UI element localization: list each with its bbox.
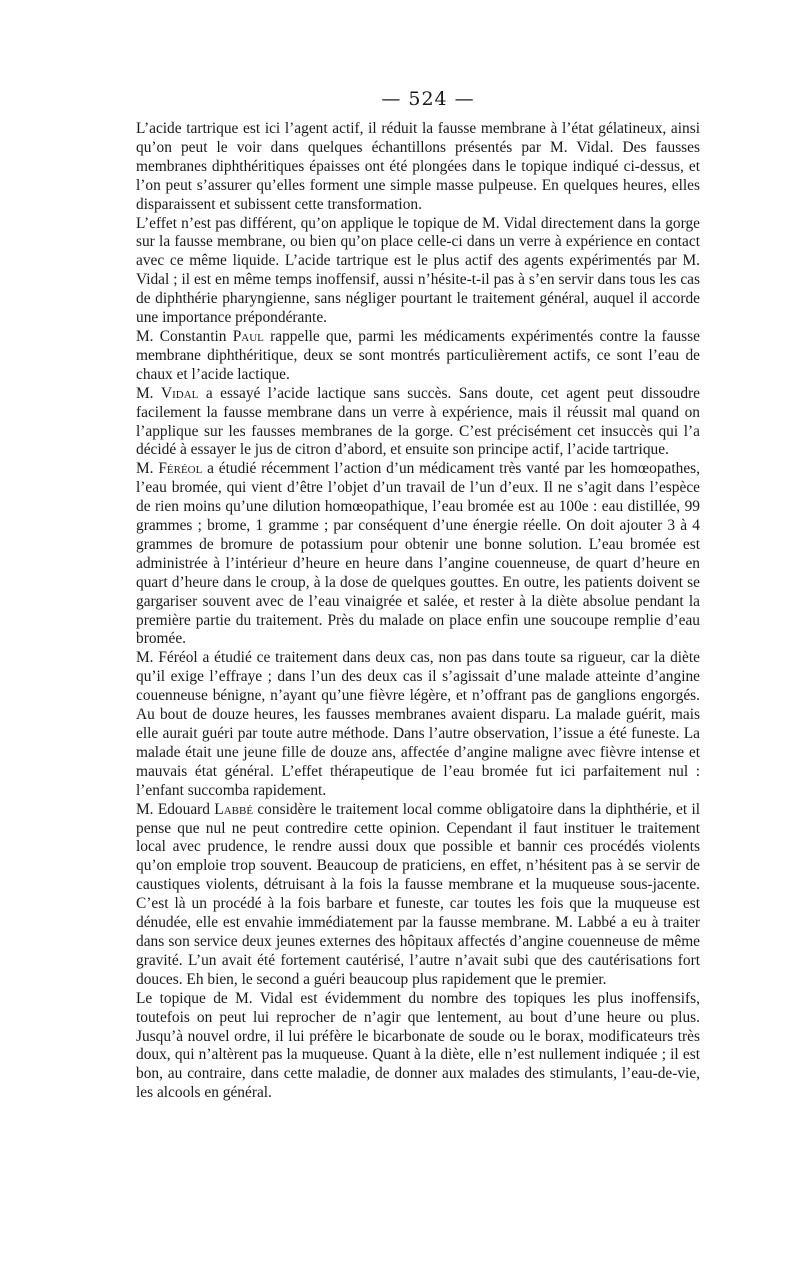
paragraph-4 — [136, 385, 700, 461]
paragraph-lead: M. — [136, 384, 162, 402]
paragraph-text: M. Féréol a étudié ce traitement dans deux cas, non pas dans toute sa rigueur, car la diète qu’il exige l’effraye ; dans l’un des deux cas il s’agissait d’une malade atteinte d’angine couenneuse bénigne, n’ayant qu’une fièvre légère, et n’offrant pas de ganglions engorgés. Au bout de douze heures, les fausses membranes avaient disparu. La malade guérit, mais elle aurait guéri par toute autre méthode. Dans l’autre observation, l’issue a été funeste. La malade était une jeune fille de douze ans, affectée d’angine maligne avec fièvre intense et mauvais état général. L’effet thérapeutique de l’eau bromée fut ici parfaitement nul : l’enfant succomba rapidement. — [136, 649, 700, 799]
speaker-name: Paul — [232, 327, 264, 345]
speaker-name: Vidal — [161, 384, 199, 402]
paragraph-text: a essayé l’acide lactique sans succès. Sans doute, cet agent peut dissoudre facilement la fausse membrane dans un verre à expérience, mais il réussit mal quand on l’applique sur les fausses membranes de la gorge. C’est précisément cet insuccès qui l’a décidé à essayer le jus de citron d’abord, et ensuite son principe actif, l’acide tartrique. — [136, 384, 700, 459]
paragraph-7 — [136, 801, 700, 990]
paragraph-text: L’acide tartrique est ici l’agent actif, il réduit la fausse membrane à l’état gélatineux, ainsi qu’on peut le voir dans quelques échantillons présentés par M. Vidal. Des fausses membranes diphthéritiques épaisses ont été plongées dans le topique indiqué ci-dessus, et l’on peut s’assurer qu’elles forment une simple masse pulpeuse. En quelques heures, elles disparaissent et subissent cette transformation. — [136, 120, 700, 213]
page-number: — 524 — — [381, 88, 475, 110]
paragraph-2 — [136, 215, 700, 328]
paragraph-8 — [136, 990, 700, 1103]
speaker-name: Féréol — [158, 460, 203, 478]
paragraph-lead: M. Edouard — [136, 800, 215, 818]
paragraph-1 — [136, 120, 700, 215]
paragraph-text: a étudié récemment l’action d’un médicament très vanté par les homœopathes, l’eau bromée, qui vient d’être l’objet d’un travail de l’un d’eux. Il ne s’agit dans l’espèce de rien moins qu’une dilution homœopathique, l’eau bromée est au 100e : eau distillée, 99 grammes ; brome, 1 gramme ; par conséquent d’une énergie réelle. On doit ajouter 3 à 4 grammes de bromure de potassium pour obtenir une bonne solution. L’eau bromée est administrée à l’intérieur d’heure en heure dans l’angine couenneuse, de quart d’heure en quart d’heure dans le croup, à la dose de quelques gouttes. En outre, les patients doivent se gargariser souvent avec de l’eau vinaigrée et salée, et rester à la diète absolue pendant la première partie du traitement. Près du malade on place enfin une soucoupe remplie d’eau bromée. — [136, 460, 701, 648]
paragraph-lead: M. — [136, 460, 159, 478]
paragraph-text: Le topique de M. Vidal est évidemment du nombre des topiques les plus inoffensifs, toutefois on peut lui reprocher de n’agir que lentement, au bout d’une heure ou plus. Jusqu’à nouvel ordre, il lui préfère le bicarbonate de soude ou le borax, modificateurs très doux, qui n’altèrent pas la muqueuse. Quant à la diète, elle n’est nullement indiquée ; il est bon, au contraire, dans cette maladie, de donner aux malades des stimulants, l’eau-de-vie, les alcools en général. — [136, 989, 700, 1102]
paragraph-5 — [136, 460, 700, 649]
paragraph-text: L’effet n’est pas différent, qu’on applique le topique de M. Vidal directement dans la gorge sur la fausse membrane, ou bien qu’on place celle-ci dans un verre à expérience en contact avec ce même liquide. L’acide tartrique est le plus actif des agents expérimentés par M. Vidal ; il est en même temps inoffensif, aussi n’hésite-t-il pas à s’en servir dans tous les cas de diphthérie pharyngienne, sans négliger pourtant le traitement général, auquel il accorde une importance prépondérante. — [136, 214, 700, 327]
paragraph-lead: M. Constantin — [136, 327, 233, 345]
speaker-name: Labbé — [214, 800, 254, 818]
paragraph-text: considère le traitement local comme obligatoire dans la diphthérie, et il pense que nul ne peut contredire cette opinion. Cependant il faut instituer le traitement local avec prudence, le rendre aussi doux que possible et bannir ces procédés violents qu’on emploie trop souvent. Beaucoup de praticiens, en effet, n’hésitent pas à se servir de caustiques violents, détruisant à la fois la fausse membrane et la muqueuse sous-jacente. C’est là un procédé à la fois barbare et funeste, car toutes les fois que la muqueuse est dénudée, elle est envahie immédiatement par la fausse membrane. M. Labbé a eu à traiter dans son service deux jeunes externes des hôpitaux affectés d’angine couenneuse de même gravité. L’un avait été fortement cautérisé, l’autre n’avait subi que des cautérisations fort douces. Eh bien, le second a guéri beaucoup plus rapidement que le premier. — [136, 800, 700, 988]
paragraph-text: rappelle que, parmi les médicaments expérimentés contre la fausse membrane diphthéritique, deux se sont montrés particulièrement actifs, ce sont l’eau de chaux et l’acide lactique. — [136, 327, 700, 383]
paragraph-6 — [136, 649, 700, 800]
paragraph-3 — [136, 328, 700, 385]
